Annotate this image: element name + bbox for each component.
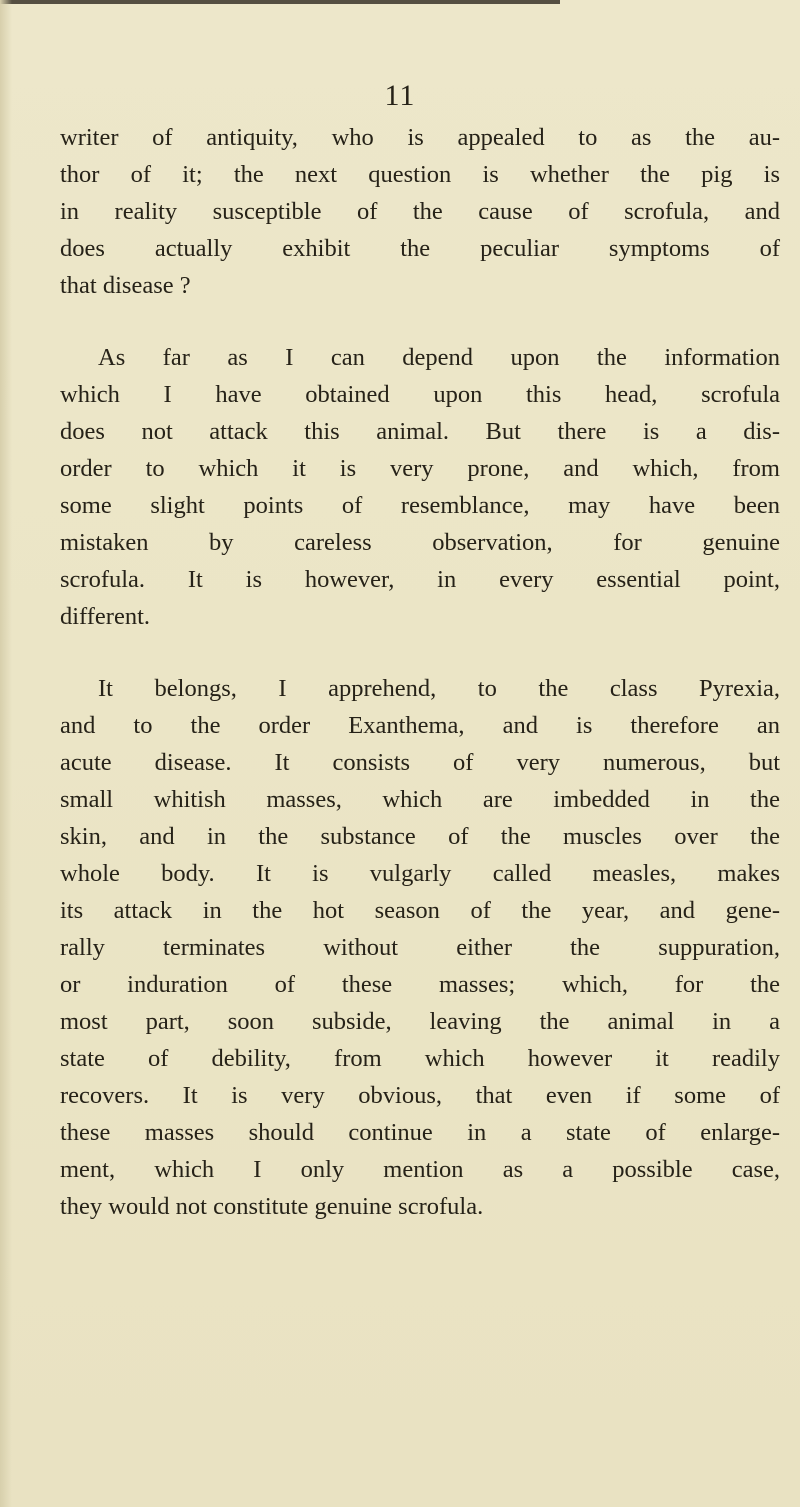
page-gutter-shadow xyxy=(0,0,12,1507)
paragraph-spacer xyxy=(60,635,780,670)
scan-top-edge xyxy=(0,0,560,4)
paragraph-1 xyxy=(60,119,780,304)
text-line: different. xyxy=(60,603,151,630)
text-line: some slight points of resemblance, may have been xyxy=(60,492,780,519)
text-line: skin, and in the substance of the muscles over the xyxy=(60,823,780,850)
text-line: state of debility, from which however it readily xyxy=(60,1045,780,1072)
page-number: 11 xyxy=(384,79,416,112)
text-line: scrofula. It is however, in every essential point, xyxy=(60,566,780,593)
text-line: order to which it is very prone, and which, from xyxy=(60,455,780,482)
text-line: thor of it; the next question is whether the pig is xyxy=(60,161,780,188)
paragraph-2 xyxy=(60,339,780,635)
text-line: most part, soon subside, leaving the animal in a xyxy=(60,1008,780,1035)
text-line: whole body. It is vulgarly called measles, makes xyxy=(60,860,780,887)
paragraph-3 xyxy=(60,670,780,1225)
text-line: its attack in the hot season of the year, and gene- xyxy=(60,897,780,924)
text-line: these masses should continue in a state of enlarge- xyxy=(60,1119,780,1146)
text-line: and to the order Exanthema, and is therefore an xyxy=(60,712,780,739)
text-line: they would not constitute genuine scrofula. xyxy=(60,1193,484,1220)
text-line: rally terminates without either the suppuration, xyxy=(60,934,780,961)
text-line: does not attack this animal. But there is a dis- xyxy=(60,418,780,445)
text-line: small whitish masses, which are imbedded in the xyxy=(60,786,780,813)
text-line: It belongs, I apprehend, to the class Pyrexia, xyxy=(98,675,780,702)
text-line: or induration of these masses; which, for the xyxy=(60,971,780,998)
text-line: which I have obtained upon this head, scrofula xyxy=(60,381,780,408)
paragraph-spacer xyxy=(60,304,780,339)
text-line: mistaken by careless observation, for genuine xyxy=(60,529,780,556)
text-line: As far as I can depend upon the information xyxy=(98,344,780,371)
text-line: acute disease. It consists of very numerous, but xyxy=(60,749,780,776)
text-line: recovers. It is very obvious, that even if some of xyxy=(60,1082,780,1109)
text-line: ment, which I only mention as a possible case, xyxy=(60,1156,780,1183)
text-line: writer of antiquity, who is appealed to as the au- xyxy=(60,124,780,151)
text-line: that disease ? xyxy=(60,272,191,299)
text-line: in reality susceptible of the cause of scrofula, and xyxy=(60,198,780,225)
text-line: does actually exhibit the peculiar symptoms of xyxy=(60,235,780,262)
body-text xyxy=(60,119,780,1225)
